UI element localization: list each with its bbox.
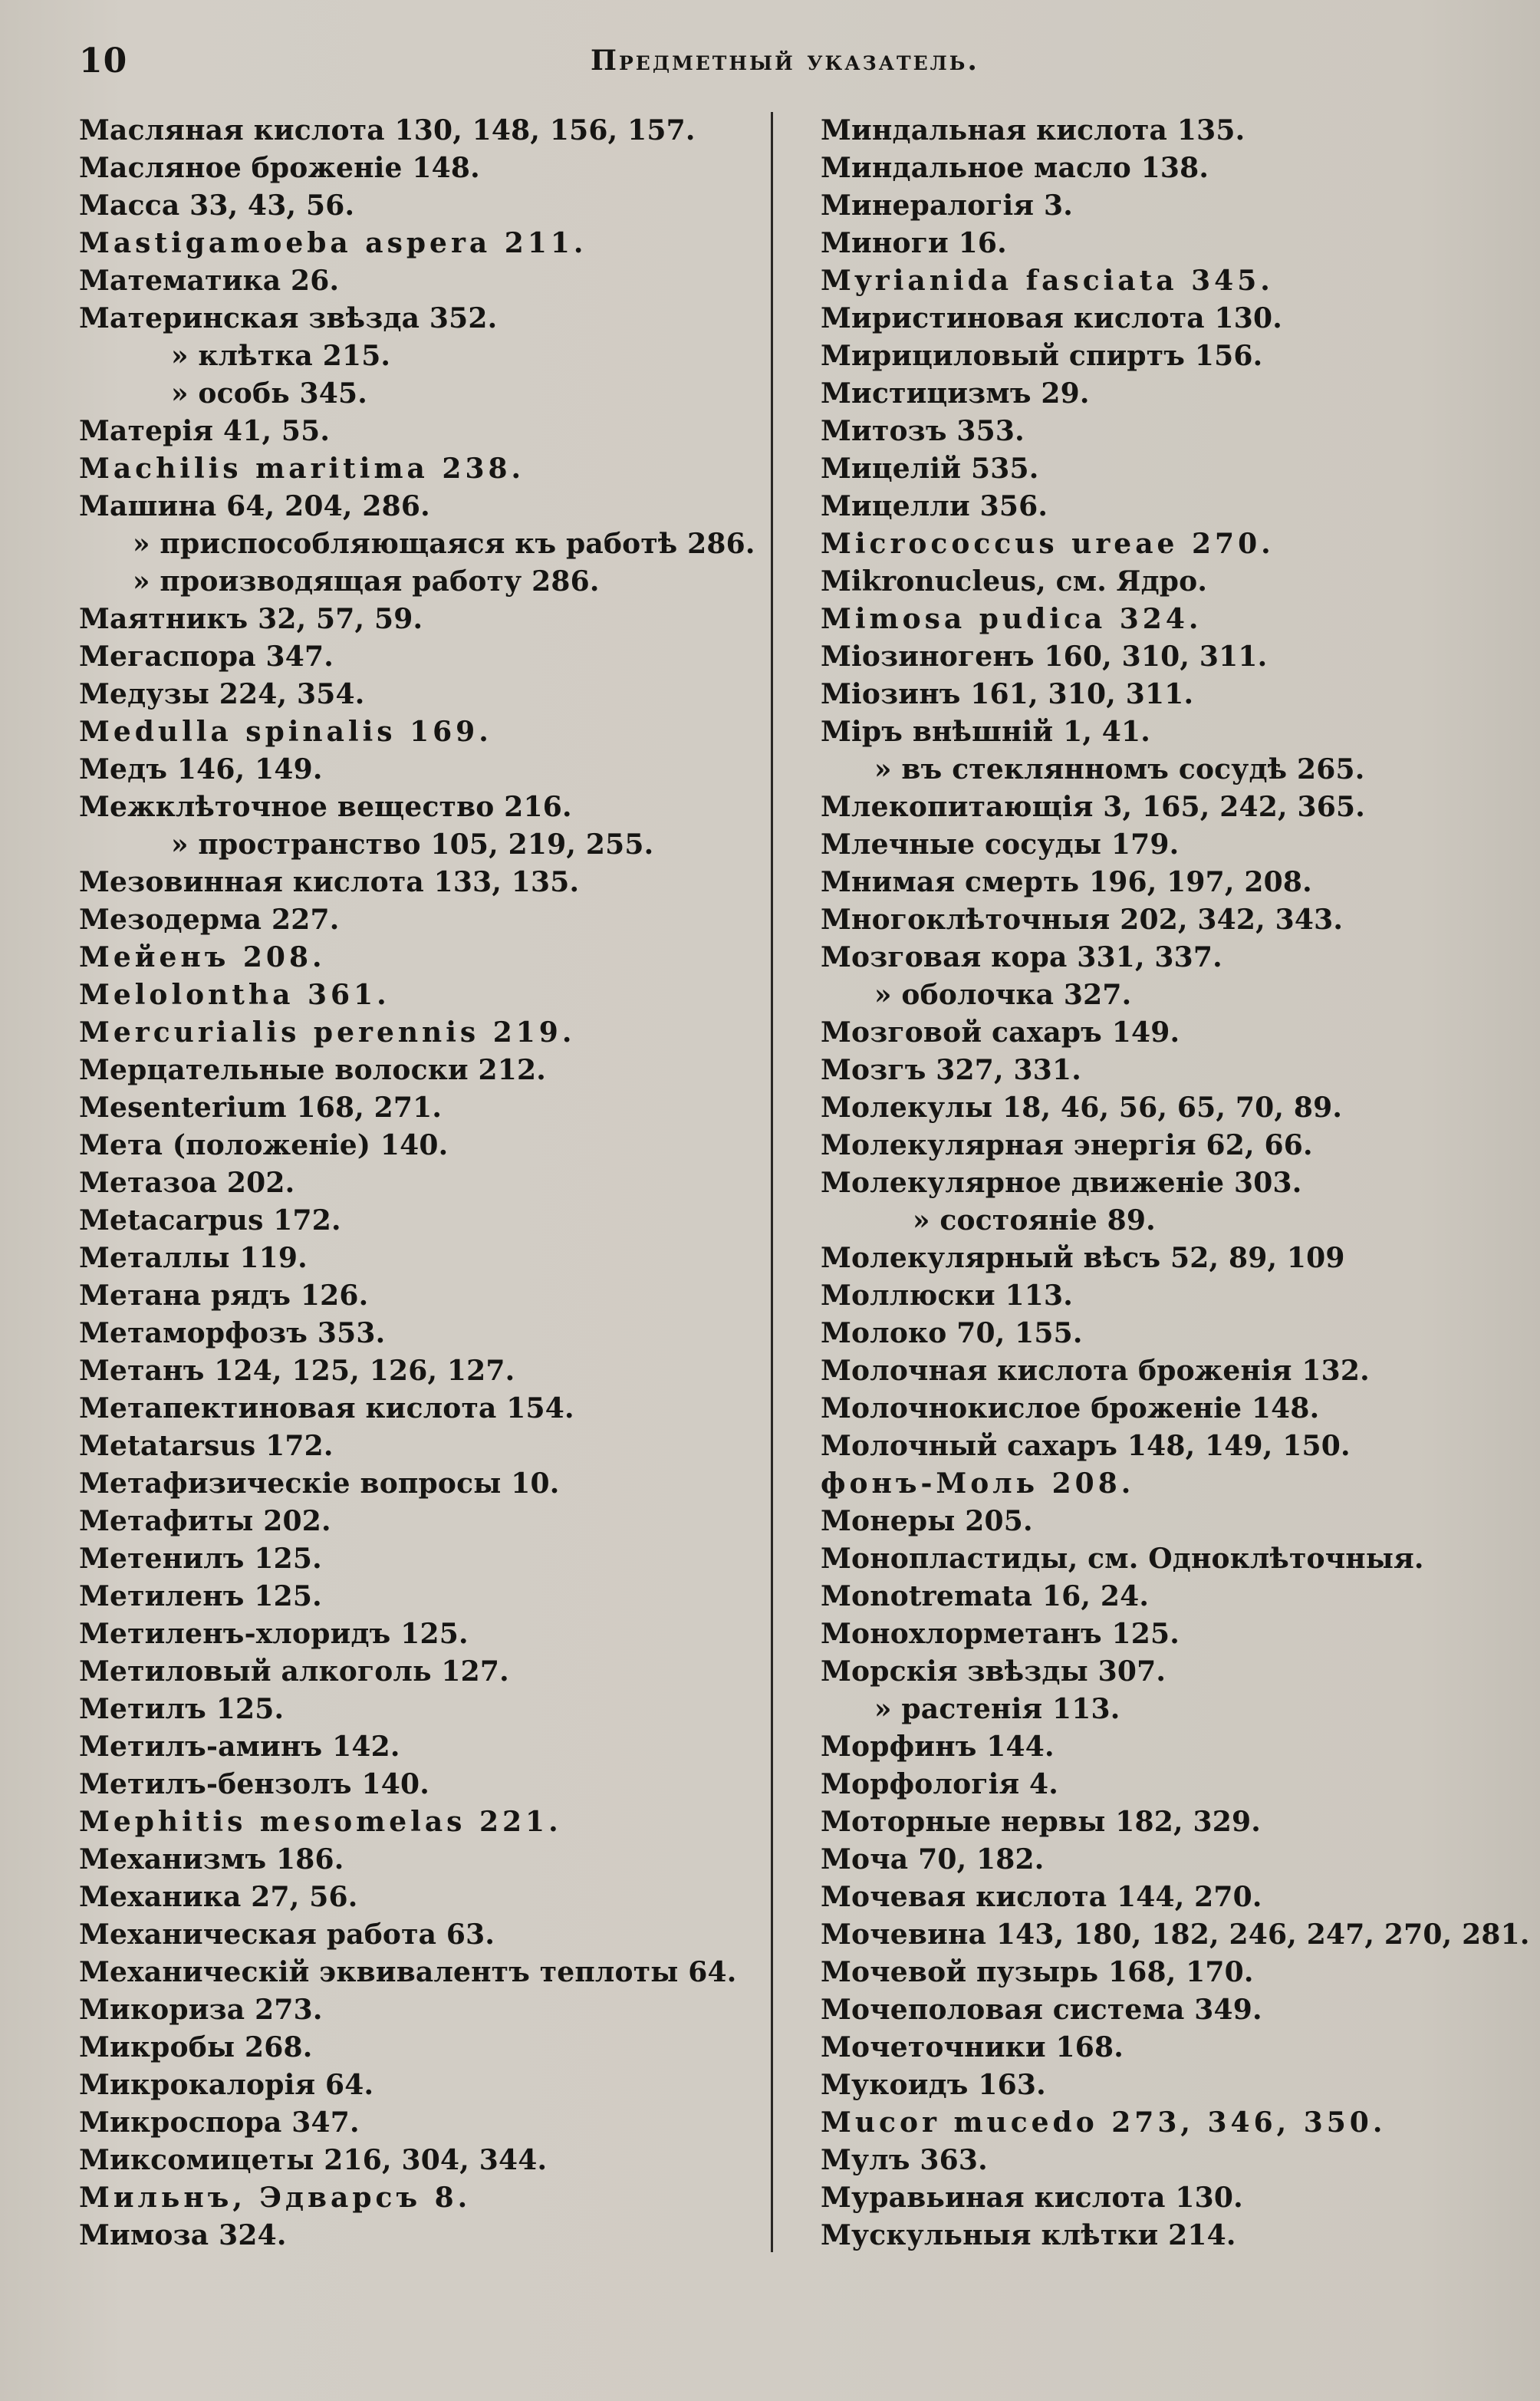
index-entry: Метанъ 124, 125, 126, 127. (79, 1355, 515, 1387)
index-entry: Mercurialis perennis 219. (79, 1016, 576, 1049)
index-entry: Мезовинная кислота 133, 135. (79, 866, 580, 898)
index-entry: Металлы 119. (79, 1242, 308, 1274)
index-entry: Микрокалорія 64. (79, 2069, 374, 2101)
index-entry: Мерцательные волоски 212. (79, 1054, 547, 1086)
index-entry: Морфологія 4. (821, 1768, 1058, 1800)
index-entry: Микробы 268. (79, 2031, 313, 2063)
index-entry: Молекулы 18, 46, 56, 65, 70, 89. (821, 1092, 1343, 1124)
index-entry: » растенія 113. (874, 1693, 1120, 1725)
index-entry: Метиленъ-хлоридъ 125. (79, 1618, 469, 1650)
index-entry: Мильнъ, Эдварсъ 8. (79, 2182, 472, 2214)
index-entry: Mephitis mesomelas 221. (79, 1806, 562, 1838)
index-entry: » оболочка 327. (874, 979, 1132, 1011)
index-entry: Мочевина 143, 180, 182, 246, 247, 270, 281. (821, 1918, 1530, 1951)
index-entry: Мозговой сахаръ 149. (821, 1016, 1180, 1049)
index-entry: Мускульныя клѣтки 214. (821, 2219, 1236, 2251)
index-entry: Mesenterium 168, 271. (79, 1092, 443, 1124)
index-entry: Міозинъ 161, 310, 311. (821, 678, 1194, 710)
index-entry: Масляное броженіе 148. (79, 152, 480, 184)
index-entry: Мулъ 363. (821, 2144, 988, 2176)
index-entry: Масляная кислота 130, 148, 156, 157. (79, 114, 696, 147)
index-entry: » клѣтка 215. (171, 340, 391, 372)
index-entry: Молочный сахаръ 148, 149, 150. (821, 1430, 1351, 1462)
index-entry: Мозговая кора 331, 337. (821, 941, 1222, 973)
index-entry: Мозгъ 327, 331. (821, 1054, 1081, 1086)
index-entry: Метапектиновая кислота 154. (79, 1392, 574, 1424)
index-entry: Миристиновая кислота 130. (821, 302, 1283, 334)
index-entry: Матерія 41, 55. (79, 415, 331, 447)
index-entry: » состояніе 89. (913, 1204, 1156, 1237)
index-entry: » пространство 105, 219, 255. (171, 828, 654, 861)
index-entry: Моча 70, 182. (821, 1843, 1045, 1876)
index-entry: Mastigamoeba aspera 211. (79, 227, 587, 259)
index-entry: Митозъ 353. (821, 415, 1025, 447)
index-entry: Метиловый алкоголь 127. (79, 1655, 509, 1688)
index-entry: Маятникъ 32, 57, 59. (79, 603, 423, 635)
index-entry: Математика 26. (79, 265, 340, 297)
index-entry: Micrococcus ureae 270. (821, 528, 1275, 560)
index-entry: Machilis maritima 238. (79, 453, 525, 485)
index-entry: Метафиты 202. (79, 1505, 331, 1537)
index-entry: Монопластиды, см. Одноклѣточныя. (821, 1543, 1424, 1575)
index-entry: Монеры 205. (821, 1505, 1033, 1537)
index-entry: Моллюски 113. (821, 1280, 1073, 1312)
index-entry: Многоклѣточныя 202, 342, 343. (821, 904, 1344, 936)
index-column-left (79, 112, 754, 2254)
index-entry: Млекопитающія 3, 165, 242, 365. (821, 791, 1365, 823)
index-entry: Метилъ-аминъ 142. (79, 1731, 400, 1763)
index-entry: Метазоа 202. (79, 1167, 295, 1199)
index-entry: Механика 27, 56. (79, 1881, 358, 1913)
index-entry: Метиленъ 125. (79, 1580, 322, 1612)
index-entry: » въ стеклянномъ сосудѣ 265. (874, 753, 1365, 786)
index-entry: Миксомицеты 216, 304, 344. (79, 2144, 548, 2176)
index-entry: Морфинъ 144. (821, 1731, 1055, 1763)
column-divider (771, 112, 773, 2252)
index-entry: Молочная кислота броженія 132. (821, 1355, 1370, 1387)
index-entry: Monotremata 16, 24. (821, 1580, 1150, 1612)
running-title: Предметный указатель. (591, 44, 979, 77)
index-entry: Metatarsus 172. (79, 1430, 334, 1462)
index-entry: Міозиногенъ 160, 310, 311. (821, 641, 1268, 673)
index-entry: Морскія звѣзды 307. (821, 1655, 1167, 1688)
index-entry: Mikronucleus, см. Ядро. (821, 565, 1208, 598)
index-entry: Melolontha 361. (79, 979, 390, 1011)
index-entry: Метилъ 125. (79, 1693, 285, 1725)
index-column-right (821, 112, 1530, 2254)
index-entry: Метилъ-бензолъ 140. (79, 1768, 429, 1800)
index-entry: Мицелій 535. (821, 453, 1039, 485)
index-entry: Myrianida fasciata 345. (821, 265, 1274, 297)
index-entry: Міръ внѣшній 1, 41. (821, 716, 1151, 748)
index-entry: Метафизическіе вопросы 10. (79, 1467, 560, 1500)
index-entry: Мочевой пузырь 168, 170. (821, 1956, 1254, 1988)
index-entry: Муравьиная кислота 130. (821, 2182, 1243, 2214)
index-entry: Мегаспора 347. (79, 641, 334, 673)
page-number: 10 (79, 41, 128, 81)
index-entry: Микориза 273. (79, 1994, 323, 2026)
index-entry: Мейенъ 208. (79, 941, 326, 973)
index-entry: Мезодерма 227. (79, 904, 340, 936)
index-entry: Мицелли 356. (821, 490, 1048, 522)
index-entry: Масса 33, 43, 56. (79, 189, 355, 222)
index-entry: Механическій эквивалентъ теплоты 64. (79, 1956, 737, 1988)
index-entry: Медузы 224, 354. (79, 678, 365, 710)
index-entry: Метенилъ 125. (79, 1543, 322, 1575)
index-entry: Механическая работа 63. (79, 1918, 495, 1951)
index-entry: Монохлорметанъ 125. (821, 1618, 1180, 1650)
index-entry: Medulla spinalis 169. (79, 716, 492, 748)
index-entry: Мочеполовая система 349. (821, 1994, 1262, 2026)
index-entry: Mimosa pudica 324. (821, 603, 1203, 635)
index-entry: Mucor mucedo 273, 346, 350. (821, 2106, 1387, 2139)
index-entry: Машина 64, 204, 286. (79, 490, 430, 522)
index-entry: Молоко 70, 155. (821, 1317, 1083, 1349)
index-entry: Микроспора 347. (79, 2106, 360, 2139)
index-entry: Мирициловый спиртъ 156. (821, 340, 1263, 372)
index-entry: Материнская звѣзда 352. (79, 302, 498, 334)
index-entry: » приспособляющаяся къ работѣ 286. (133, 528, 755, 560)
index-entry: Мета (положеніе) 140. (79, 1129, 449, 1161)
index-entry: Метана рядъ 126. (79, 1280, 369, 1312)
index-entry: Миноги 16. (821, 227, 1007, 259)
index-entry: фонъ-Моль 208. (821, 1467, 1135, 1500)
index-entry: Молекулярная энергія 62, 66. (821, 1129, 1313, 1161)
index-entry: Моторные нервы 182, 329. (821, 1806, 1261, 1838)
index-entry: Мнимая смерть 196, 197, 208. (821, 866, 1312, 898)
index-entry: Медъ 146, 149. (79, 753, 323, 786)
index-entry: Молекулярное движеніе 303. (821, 1167, 1302, 1199)
index-entry: Миндальное масло 138. (821, 152, 1209, 184)
index-entry: » особь 345. (171, 377, 368, 410)
index-entry: Межклѣточное вещество 216. (79, 791, 572, 823)
index-entry: Молекулярный вѣсъ 52, 89, 109 (821, 1242, 1345, 1274)
index-entry: Metacarpus 172. (79, 1204, 341, 1237)
index-entry: Молочнокислое броженіе 148. (821, 1392, 1320, 1424)
index-entry: Мукоидъ 163. (821, 2069, 1046, 2101)
index-entry: Минералогія 3. (821, 189, 1073, 222)
index-entry: Мочеточники 168. (821, 2031, 1124, 2063)
index-entry: » производящая работу 286. (133, 565, 600, 598)
page-header (0, 32, 1540, 86)
index-entry: Миндальная кислота 135. (821, 114, 1245, 147)
index-entry: Мистицизмъ 29. (821, 377, 1090, 410)
index-entry: Механизмъ 186. (79, 1843, 344, 1876)
index-entry: Мимоза 324. (79, 2219, 287, 2251)
index-entry: Млечные сосуды 179. (821, 828, 1180, 861)
index-entry: Метаморфозъ 353. (79, 1317, 386, 1349)
index-entry: Мочевая кислота 144, 270. (821, 1881, 1262, 1913)
